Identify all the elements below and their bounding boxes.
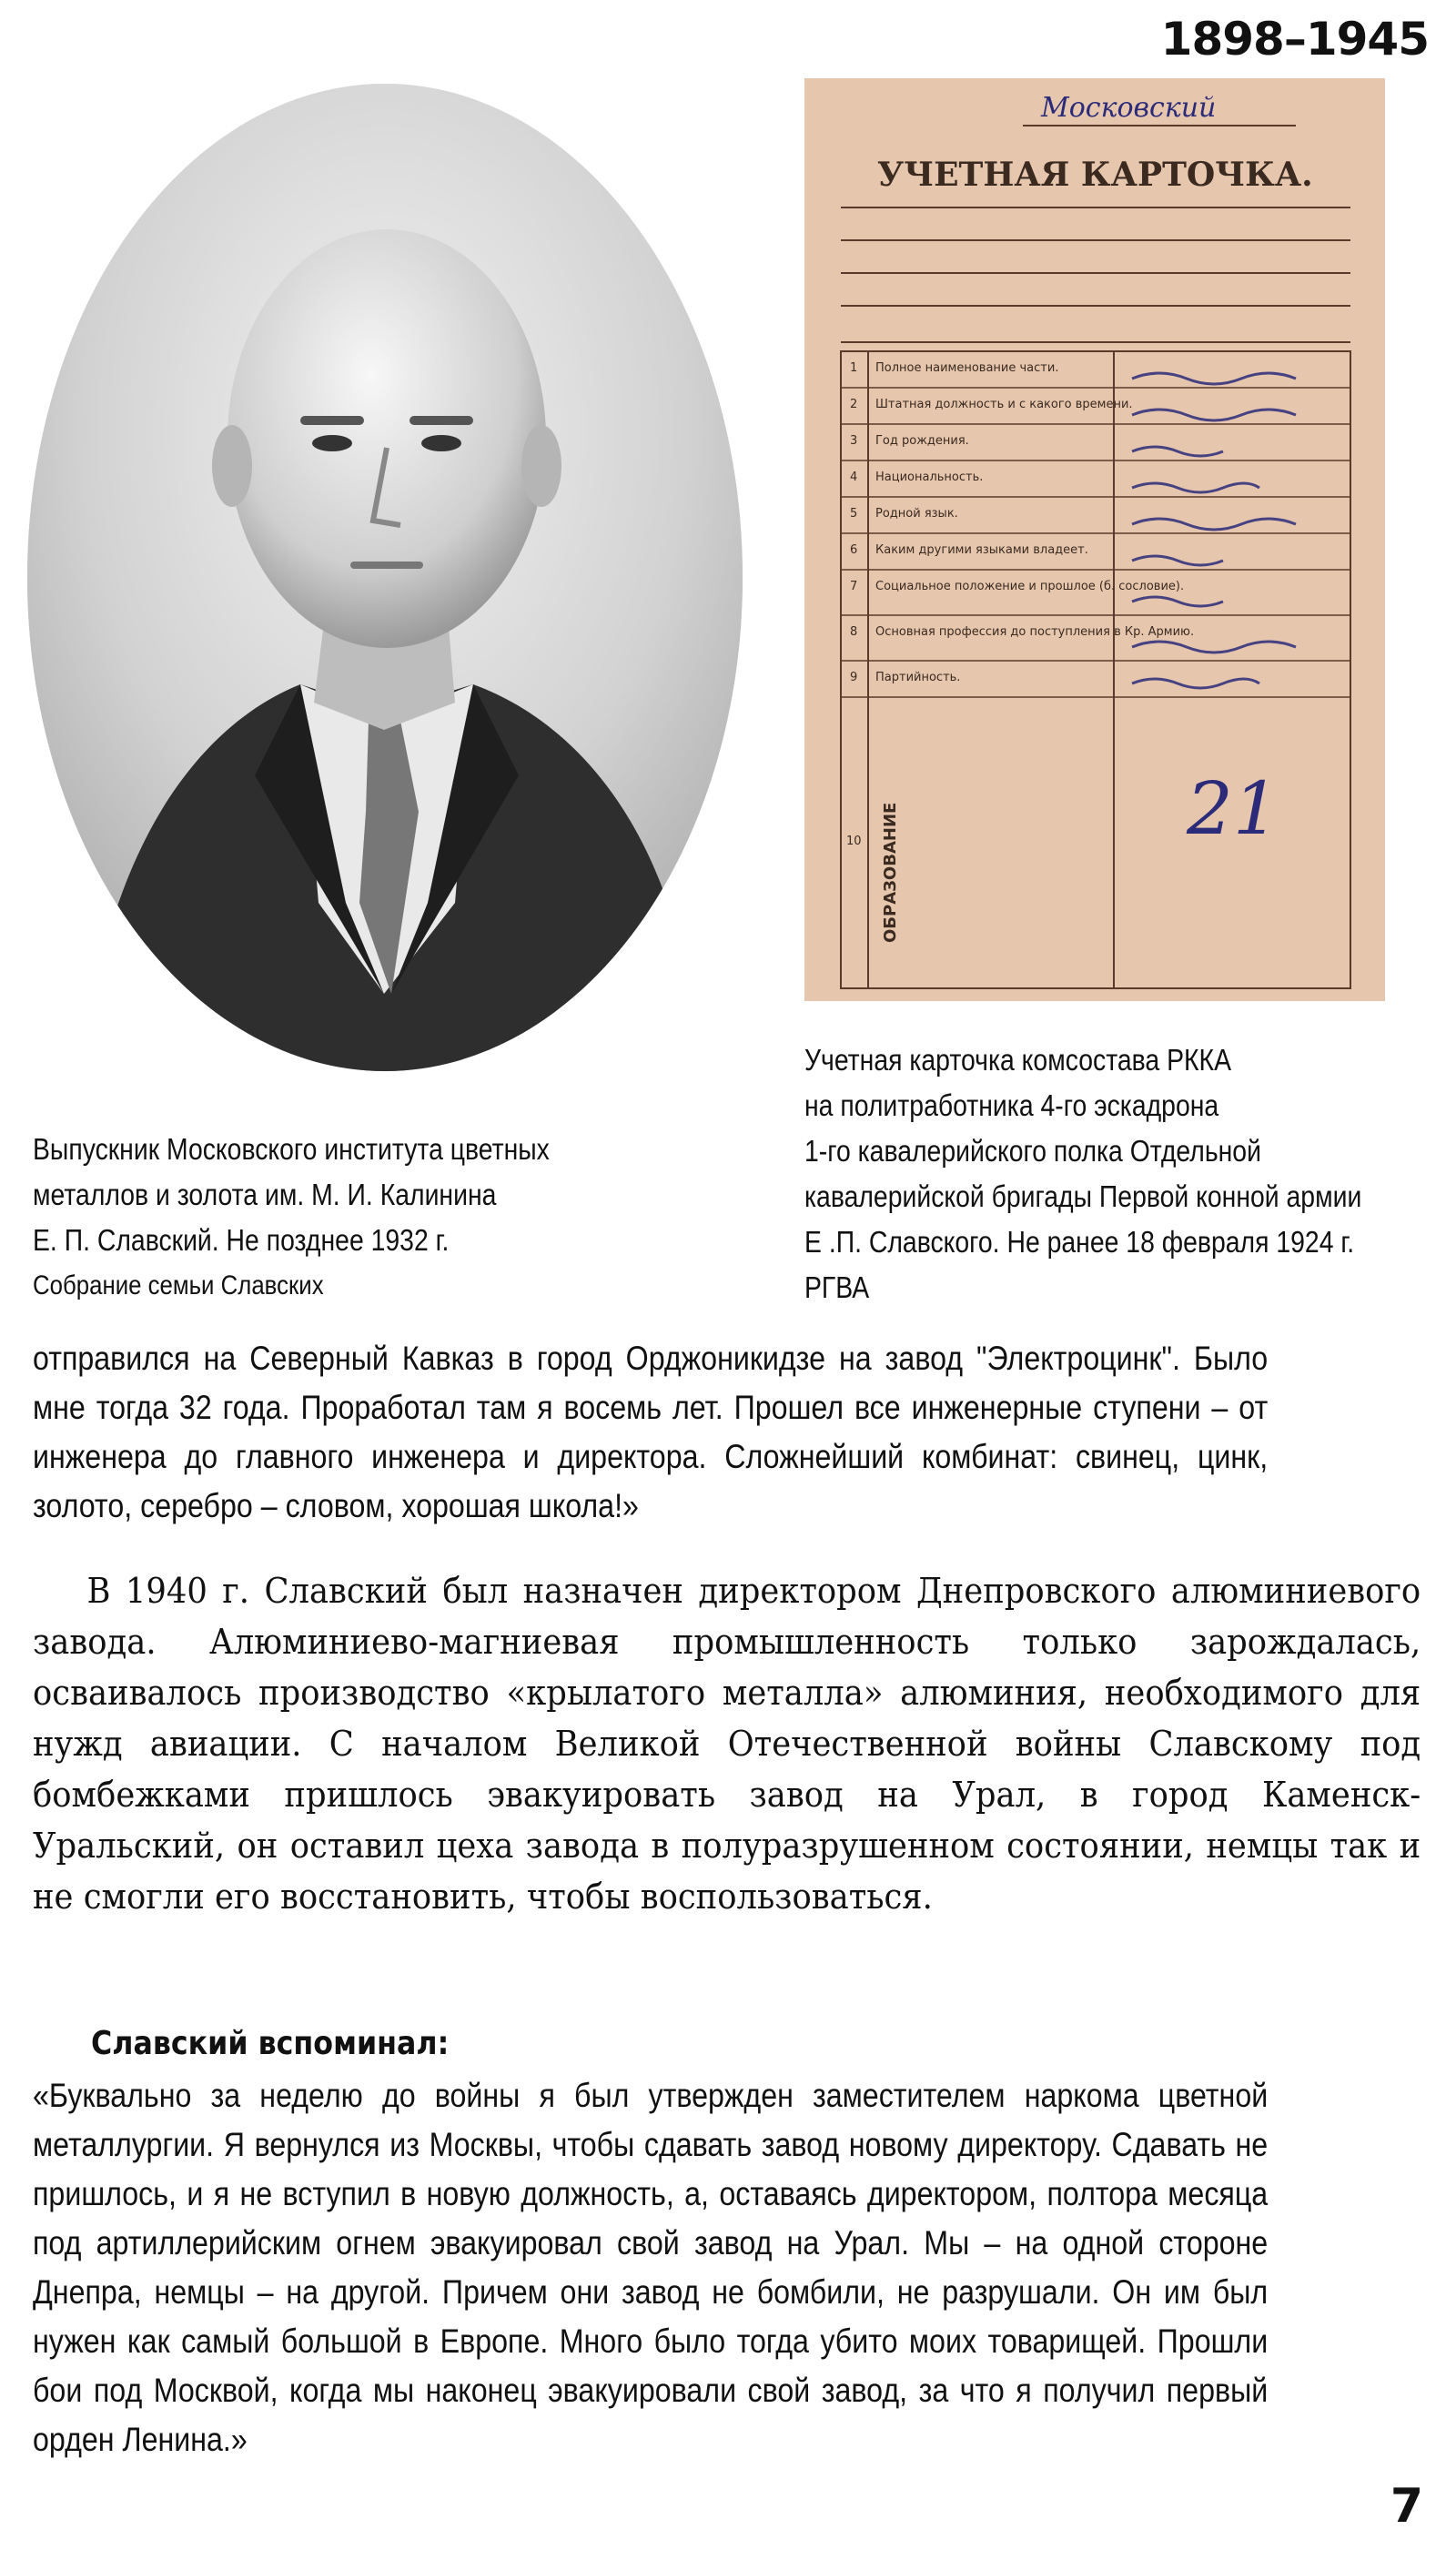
card-caption bbox=[804, 1037, 1361, 1310]
card-row-number: 7 bbox=[850, 580, 858, 593]
card-row-label: Каким другими языками владеет. bbox=[875, 543, 1088, 557]
card-row-number: 3 bbox=[850, 434, 858, 448]
caption-line: Выпускник Московского института цветных bbox=[33, 1132, 550, 1166]
card-row-label: Национальность. bbox=[875, 471, 984, 484]
header-years: 1898–1945 bbox=[1160, 13, 1429, 66]
card-row-number: 4 bbox=[850, 471, 858, 484]
caption-line: Е. П. Славский. Не позднее 1932 г. bbox=[33, 1223, 450, 1257]
recall-quote: «Буквально за неделю до войны я был утвержден заместителем наркома цветной металлургии. Я вернулся из Москвы, чтобы сдавать завод новому директору. Сдавать не пришлось, и я не вступил в новую должность, а, оставаясь директором, полтора месяца под артиллерийским огнем эвакуировал свой завод на Урал. Мы – на одной стороне Днепра, немцы – на другой. Причем они завод не бомбили, не разрушали. Он им был нужен как самый большой в Европе. Много было тогда убито моих товарищей. Прошли бои под Москвой, когда мы наконец эвакуировали свой завод, за что я получил первый орден Ленина.» bbox=[33, 2077, 1269, 2458]
recall-heading: Славский вспоминал: bbox=[91, 2025, 450, 2062]
registration-card-illustration-icon bbox=[804, 78, 1385, 1001]
caption-line: на политработника 4-го эскадрона bbox=[804, 1088, 1219, 1122]
card-row-number: 1 bbox=[850, 361, 858, 375]
card-row-number: 8 bbox=[850, 625, 858, 639]
quote-continuation: отправился на Северный Кавказ в город Орджоникидзе на завод "Электроцинк". Было мне тогда 32 года. Проработал там я восемь лет. Прошел все инженерные ступени – от инженера до главного инженера и директора. Сложнейший комбинат: свинец, цинк, золото, серебро – словом, хорошая школа!» bbox=[33, 1340, 1269, 1524]
caption-line: 1-го кавалерийского полка Отдельной bbox=[804, 1134, 1261, 1168]
caption-source: Собрание семьи Славских bbox=[33, 1270, 324, 1300]
portrait-illustration-icon bbox=[27, 84, 743, 1071]
caption-line: металлов и золота им. М. И. Калинина bbox=[33, 1178, 497, 1211]
portrait-caption bbox=[33, 1127, 550, 1309]
main-paragraph bbox=[33, 1565, 1421, 1922]
card-row-label: Родной язык. bbox=[875, 507, 958, 521]
caption-line: Учетная карточка комсостава РККА bbox=[804, 1043, 1232, 1077]
caption-line: Е .П. Славского. Не ранее 18 февраля 1924 г. bbox=[804, 1225, 1355, 1259]
card-title: УЧЕТНАЯ КАРТОЧКА. bbox=[877, 156, 1313, 194]
card-row-label: ОБРАЗОВАНИЕ bbox=[881, 802, 900, 943]
card-row-label: Штатная должность и с какого времени. bbox=[875, 398, 1133, 411]
card-row-label: Полное наименование части. bbox=[875, 361, 1059, 375]
card-handwriting-top: Московский bbox=[1041, 92, 1217, 124]
registration-card-image bbox=[804, 78, 1385, 1001]
page-number: 7 bbox=[1390, 2479, 1423, 2534]
card-row-number: 6 bbox=[850, 543, 858, 557]
card-row-number: 10 bbox=[846, 835, 862, 848]
main-paragraph-text: В 1940 г. Славский был назначен директором Днепровского алюминиевого завода. Алюминиево-магниевая промышленность только зарождалась, осваивалось производство «крылатого металла» алюминия, необходимого для нужд авиации. С началом Великой Отечественной войны Славскому под бомбежками пришлось эвакуировать завод на Урал, в город Каменск-Уральский, он оставил цеха завода в полуразрушенном состоянии, немцы так и не смогли его восстановить, чтобы воспользоваться. bbox=[33, 1571, 1421, 1917]
portrait-photo bbox=[27, 84, 743, 1071]
caption-line: РГВА bbox=[804, 1270, 870, 1304]
card-row-label: Социальное положение и прошлое (б. сословие). bbox=[875, 580, 1185, 593]
card-row-number: 9 bbox=[850, 671, 858, 684]
caption-line: кавалерийской бригады Первой конной армии bbox=[804, 1179, 1362, 1213]
card-row-label: Основная профессия до поступления в Кр. Армию. bbox=[875, 625, 1195, 639]
card-row-label: Год рождения. bbox=[875, 434, 969, 448]
card-row-number: 5 bbox=[850, 507, 858, 521]
card-row-number: 2 bbox=[850, 398, 858, 411]
card-row-label: Партийность. bbox=[875, 671, 961, 684]
card-big-number: 21 bbox=[1187, 766, 1279, 851]
